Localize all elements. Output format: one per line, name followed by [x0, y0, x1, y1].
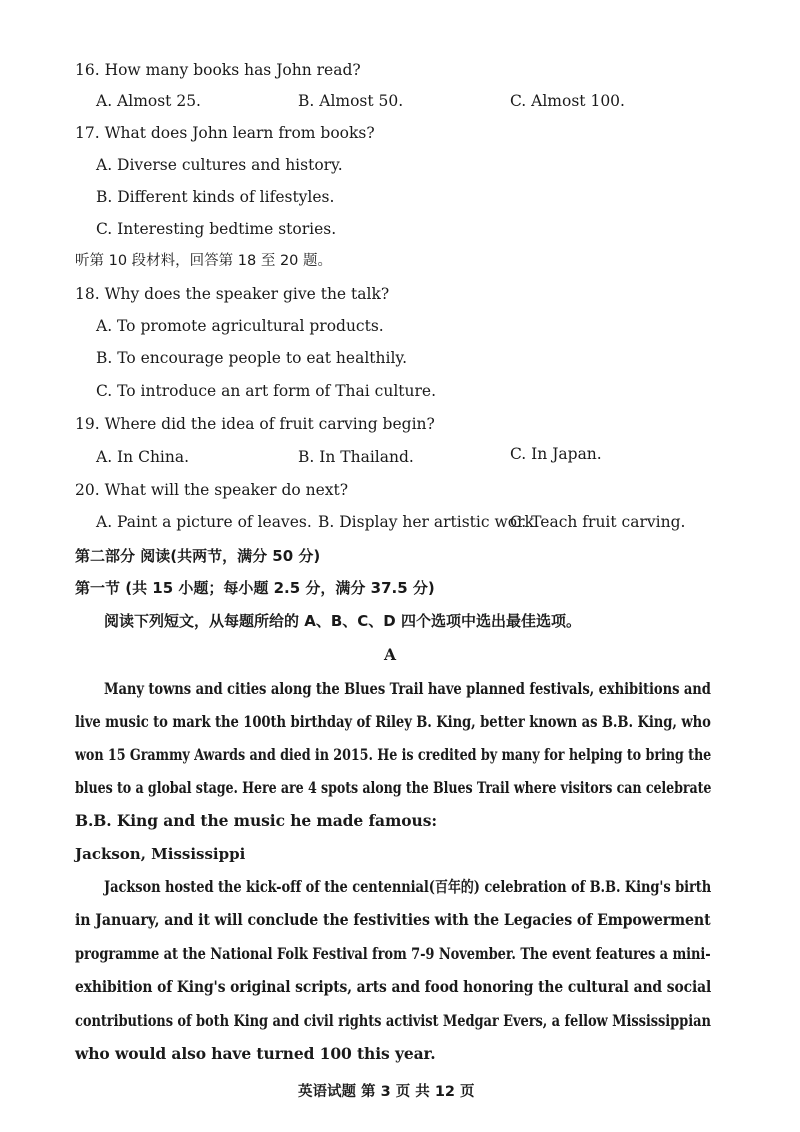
- question-18-option-a: A. To promote agricultural products.: [96, 317, 384, 335]
- question-17-stem: 17. What does John learn from books?: [75, 124, 375, 142]
- page-footer: 英语试题 第 3 页 共 12 页: [298, 1084, 475, 1100]
- question-20-option-c: C. Teach fruit carving.: [510, 513, 686, 531]
- passage-p1-line-4: blues to a global stage. Here are 4 spots along the Blues Trail where visitors can celebrate: [75, 778, 712, 797]
- question-19-option-c: C. In Japan.: [510, 445, 602, 463]
- question-16-option-b: B. Almost 50.: [298, 92, 404, 110]
- question-16-option-c: C. Almost 100.: [510, 92, 625, 110]
- passage-p2-line-2: in January, and it will conclude the festivities with the Legacies of Empowerment: [75, 910, 711, 929]
- question-20-option-a: A. Paint a picture of leaves.: [96, 513, 312, 531]
- passage-subheading: Jackson, Mississippi: [75, 845, 246, 863]
- passage-p1-line-1: Many towns and cities along the Blues Trail have planned festivals, exhibitions and: [104, 679, 711, 698]
- passage-p2-line-1: Jackson hosted the kick-off of the centennial(百年的) celebration of B.B. King's birth: [104, 877, 712, 896]
- question-19-option-b: B. In Thailand.: [298, 448, 414, 466]
- passage-p2-line-3: programme at the National Folk Festival from 7-9 November. The event features a mini-: [75, 944, 711, 963]
- passage-p1-line-3: won 15 Grammy Awards and died in 2015. He is credited by many for helping to bring the: [75, 745, 712, 764]
- question-17-option-b: B. Different kinds of lifestyles.: [96, 188, 335, 206]
- section1-heading: 第一节 (共 15 小题；每小题 2.5 分，满分 37.5 分): [75, 579, 435, 597]
- part2-heading: 第二部分 阅读(共两节，满分 50 分): [75, 547, 321, 565]
- question-18-option-c: C. To introduce an art form of Thai culture.: [96, 382, 436, 400]
- question-17-option-c: C. Interesting bedtime stories.: [96, 220, 337, 238]
- listening-instruction-10: 听第 10 段材料，回答第 18 至 20 题。: [75, 253, 333, 269]
- passage-label: A: [384, 645, 397, 664]
- question-17-option-a: A. Diverse cultures and history.: [96, 156, 343, 174]
- question-20-option-b: B. Display her artistic work.: [318, 513, 539, 531]
- passage-p2-line-4: exhibition of King's original scripts, arts and food honoring the cultural and social: [75, 977, 712, 996]
- question-19-option-a: A. In China.: [96, 448, 190, 466]
- reading-directions: 阅读下列短文，从每题所给的 A、B、C、D 四个选项中选出最佳选项。: [104, 612, 581, 630]
- question-18-stem: 18. Why does the speaker give the talk?: [75, 285, 390, 303]
- question-20-stem: 20. What will the speaker do next?: [75, 481, 349, 499]
- passage-p2-line-6: who would also have turned 100 this year.: [75, 1044, 436, 1063]
- passage-p2-line-5: contributions of both King and civil rights activist Medgar Evers, a fellow Mississippian: [75, 1011, 711, 1030]
- question-18-option-b: B. To encourage people to eat healthily.: [96, 349, 408, 367]
- question-16-option-a: A. Almost 25.: [96, 92, 201, 110]
- question-16-stem: 16. How many books has John read?: [75, 61, 361, 79]
- passage-p1-line-5: B.B. King and the music he made famous:: [75, 811, 437, 830]
- passage-p1-line-2: live music to mark the 100th birthday of Riley B. King, better known as B.B. King, who: [75, 712, 711, 731]
- question-19-stem: 19. Where did the idea of fruit carving begin?: [75, 415, 435, 433]
